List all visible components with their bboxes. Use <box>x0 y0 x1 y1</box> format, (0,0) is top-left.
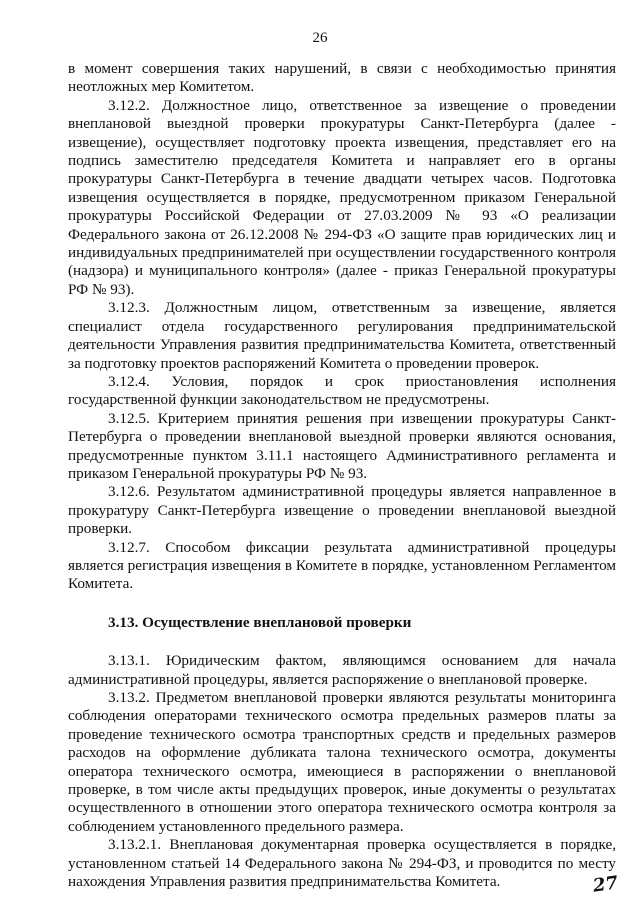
page-number: 26 <box>312 30 328 46</box>
paragraph-3-13-2-1: 3.13.2.1. Внеплановая документарная проверка осуществляется в порядке, установленном статьей 14 Федерального закона № 294-ФЗ, и проводится по месту нахождения Управления развития предпринимательства Комитета. <box>68 836 616 891</box>
paragraph-3-13-1: 3.13.1. Юридическим фактом, являющимся основанием для начала административной процедуры, является распоряжение о внеплановой проверке. <box>68 652 616 688</box>
section-heading: 3.13. Осуществление внеплановой проверки <box>108 613 412 631</box>
paragraph-3-12-4: 3.12.4. Условия, порядок и срок приостановления исполнения государственной функции законодательством не предусмотрены. <box>68 372 616 409</box>
paragraph-3-12-6: 3.12.6. Результатом административной процедуры является направленное в прокуратуру Санкт-Петербурга извещение о проведении внеплановой выездной проверки. <box>68 483 616 538</box>
paragraph-3-13-2: 3.13.2. Предметом внеплановой проверки являются результаты мониторинга соблюдения операторами технического осмотра предельных размеров платы за проведение технического осмотра транспортных средств и предельных размеров расходов на оформление дубликата талона технического осмотра, документы оператора технического осмотра, имеющиеся в распоряжении о внеплановой проверке, в том числе акты предыдущих проверок, иные документы о результатах осуществленного в отношении этого оператора технического осмотра контроля за соблюдением установленного предельного размера. <box>68 689 616 835</box>
paragraph-3-12-7: 3.12.7. Способом фиксации результата административной процедуры является регистрация извещения в Комитете в порядке, установленном Регламентом Комитета. <box>68 538 616 593</box>
paragraph-3-12-2: 3.12.2. Должностное лицо, ответственное за извещение о проведении внеплановой выездной проверки прокуратуры Санкт-Петербурга (далее - извещение), осуществляет подготовку проекта извещения, представляет его на подпись заместителю председателя Комитета и направляет его в органы прокуратуры Санкт-Петербурга в течение двадцати четырех часов. Подготовка извещения осуществляется в порядке, предусмотренном приказом Генеральной прокуратуры Российской Федерации от 27.03.2009 № 93 «О реализации Федерального закона от 26.12.2008 № 294-ФЗ «О защите прав юридических лиц и индивидуальных предпринимателей при осуществлении государственного контроля (надзора) и муниципального контроля» (далее - приказ Генеральной прокуратуры РФ № 93). <box>68 96 616 298</box>
paragraph-3-12-5: 3.12.5. Критерием принятия решения при извещении прокуратуры Санкт-Петербурга о проведении внеплановой выездной проверки являются основания, предусмотренные пунктом 3.11.1 настоящего Административного регламента и приказом Генеральной прокуратуры РФ № 93. <box>68 409 616 482</box>
paragraph-3-12-3: 3.12.3. Должностным лицом, ответственным за извещение, является специалист отдела государственного регулирования предпринимательской деятельности Управления развития предпринимательства Комитета, ответственный за подготовку проектов распоряжений Комитета о проведении проверок. <box>68 299 616 372</box>
paragraph-continuation: в момент совершения таких нарушений, в связи с необходимостью принятия неотложных мер Комитетом. <box>68 60 616 96</box>
handwritten-page-mark: 27 <box>591 872 620 897</box>
document-body <box>68 60 616 891</box>
